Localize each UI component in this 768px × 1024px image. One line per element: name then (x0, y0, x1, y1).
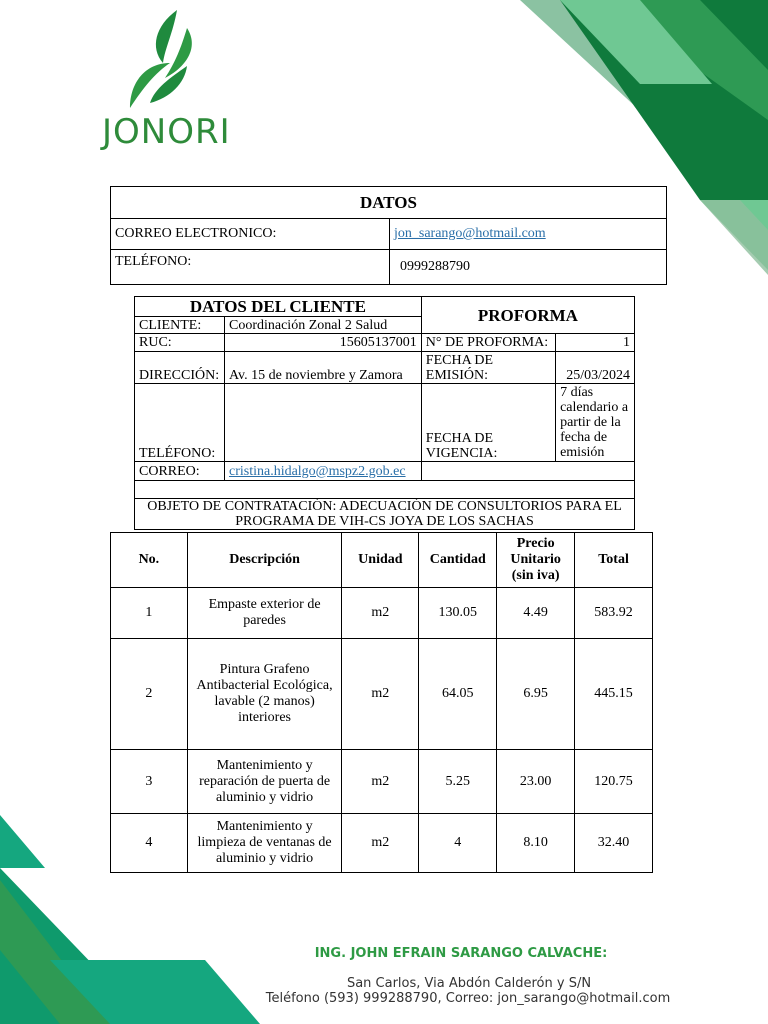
cell-total: 445.15 (575, 639, 653, 750)
proforma-title: PROFORMA (421, 297, 634, 334)
brand-name: JONORI (102, 112, 231, 152)
cell-total: 120.75 (575, 750, 653, 814)
cell-cantidad: 130.05 (419, 588, 497, 639)
correo-label: CORREO: (135, 462, 225, 481)
header-no: No. (111, 533, 188, 588)
header-unidad: Unidad (342, 533, 419, 588)
cliente-value: Coordinación Zonal 2 Salud (224, 317, 421, 334)
cell-descripcion: Mantenimiento y reparación de puerta de aluminio y vidrio (187, 750, 342, 814)
direccion-value: Av. 15 de noviembre y Zamora (224, 352, 421, 384)
footer-contact: Teléfono (593) 999288790, Correo: jon_sarango@hotmail.com (265, 991, 671, 1006)
cell-total: 32.40 (575, 814, 653, 873)
cell-descripcion: Empaste exterior de paredes (187, 588, 342, 639)
cell-unidad: m2 (342, 588, 419, 639)
cell-cantidad: 5.25 (419, 750, 497, 814)
cliente-label: CLIENTE: (135, 317, 225, 334)
vigencia-value: 7 días calendario a partir de la fecha de emisión (556, 384, 635, 462)
cell-descripcion: Mantenimiento y limpieza de ventanas de aluminio y vidrio (187, 814, 342, 873)
table-row (111, 750, 653, 814)
ruc-value: 15605137001 (224, 334, 421, 352)
ruc-label: RUC: (135, 334, 225, 352)
correo-link[interactable]: cristina.hidalgo@mspz2.gob.ec (228, 463, 406, 479)
items-header-row (111, 533, 653, 588)
table-row (111, 814, 653, 873)
cell-no: 4 (111, 814, 188, 873)
cell-unidad: m2 (342, 639, 419, 750)
cell-precio: 23.00 (497, 750, 575, 814)
vigencia-label: FECHA DE VIGENCIA: (421, 384, 555, 462)
header-descripcion: Descripción (187, 533, 342, 588)
phone-label: TELÉFONO: (111, 250, 390, 285)
cell-unidad: m2 (342, 814, 419, 873)
objeto-contratacion: OBJETO DE CONTRATACIÓN: ADECUACIÓN DE CONSULTORIOS PARA EL PROGRAMA DE VIH-CS JOYA DE LOS SACHAS (135, 499, 635, 530)
items-table (110, 532, 653, 873)
cell-precio: 8.10 (497, 814, 575, 873)
emision-label: FECHA DE EMISIÓN: (421, 352, 555, 384)
cell-cantidad: 64.05 (419, 639, 497, 750)
cell-descripcion: Pintura Grafeno Antibacterial Ecológica, lavable (2 manos) interiores (187, 639, 342, 750)
cell-total: 583.92 (575, 588, 653, 639)
client-section-title: DATOS DEL CLIENTE (135, 297, 422, 317)
datos-title: DATOS (111, 187, 667, 219)
client-table (134, 296, 635, 530)
header-cantidad: Cantidad (419, 533, 497, 588)
datos-table (110, 186, 667, 285)
header-precio: Precio Unitario (sin iva) (497, 533, 575, 588)
email-label: CORREO ELECTRONICO: (111, 219, 390, 250)
cell-precio: 6.95 (497, 639, 575, 750)
footer-name: ING. JOHN EFRAIN SARANGO CALVACHE: (314, 946, 608, 961)
proforma-number-label: N° DE PROFORMA: (421, 334, 555, 352)
telefono-value (224, 384, 421, 462)
proforma-number-value: 1 (556, 334, 635, 352)
direccion-label: DIRECCIÓN: (135, 352, 225, 384)
cell-no: 2 (111, 639, 188, 750)
email-link[interactable]: jon_sarango@hotmail.com (394, 226, 546, 241)
cell-cantidad: 4 (419, 814, 497, 873)
table-row (111, 639, 653, 750)
footer-address: San Carlos, Via Abdón Calderón y S/N (346, 976, 592, 991)
cell-unidad: m2 (342, 750, 419, 814)
cell-precio: 4.49 (497, 588, 575, 639)
leaf-logo-icon (125, 8, 205, 108)
blank-row (135, 481, 635, 499)
telefono-label: TELÉFONO: (135, 384, 225, 462)
emision-value: 25/03/2024 (556, 352, 635, 384)
phone-value: 0999288790 (390, 250, 667, 285)
table-row (111, 588, 653, 639)
cell-no: 1 (111, 588, 188, 639)
correo-empty (421, 462, 634, 481)
cell-no: 3 (111, 750, 188, 814)
header-total: Total (575, 533, 653, 588)
